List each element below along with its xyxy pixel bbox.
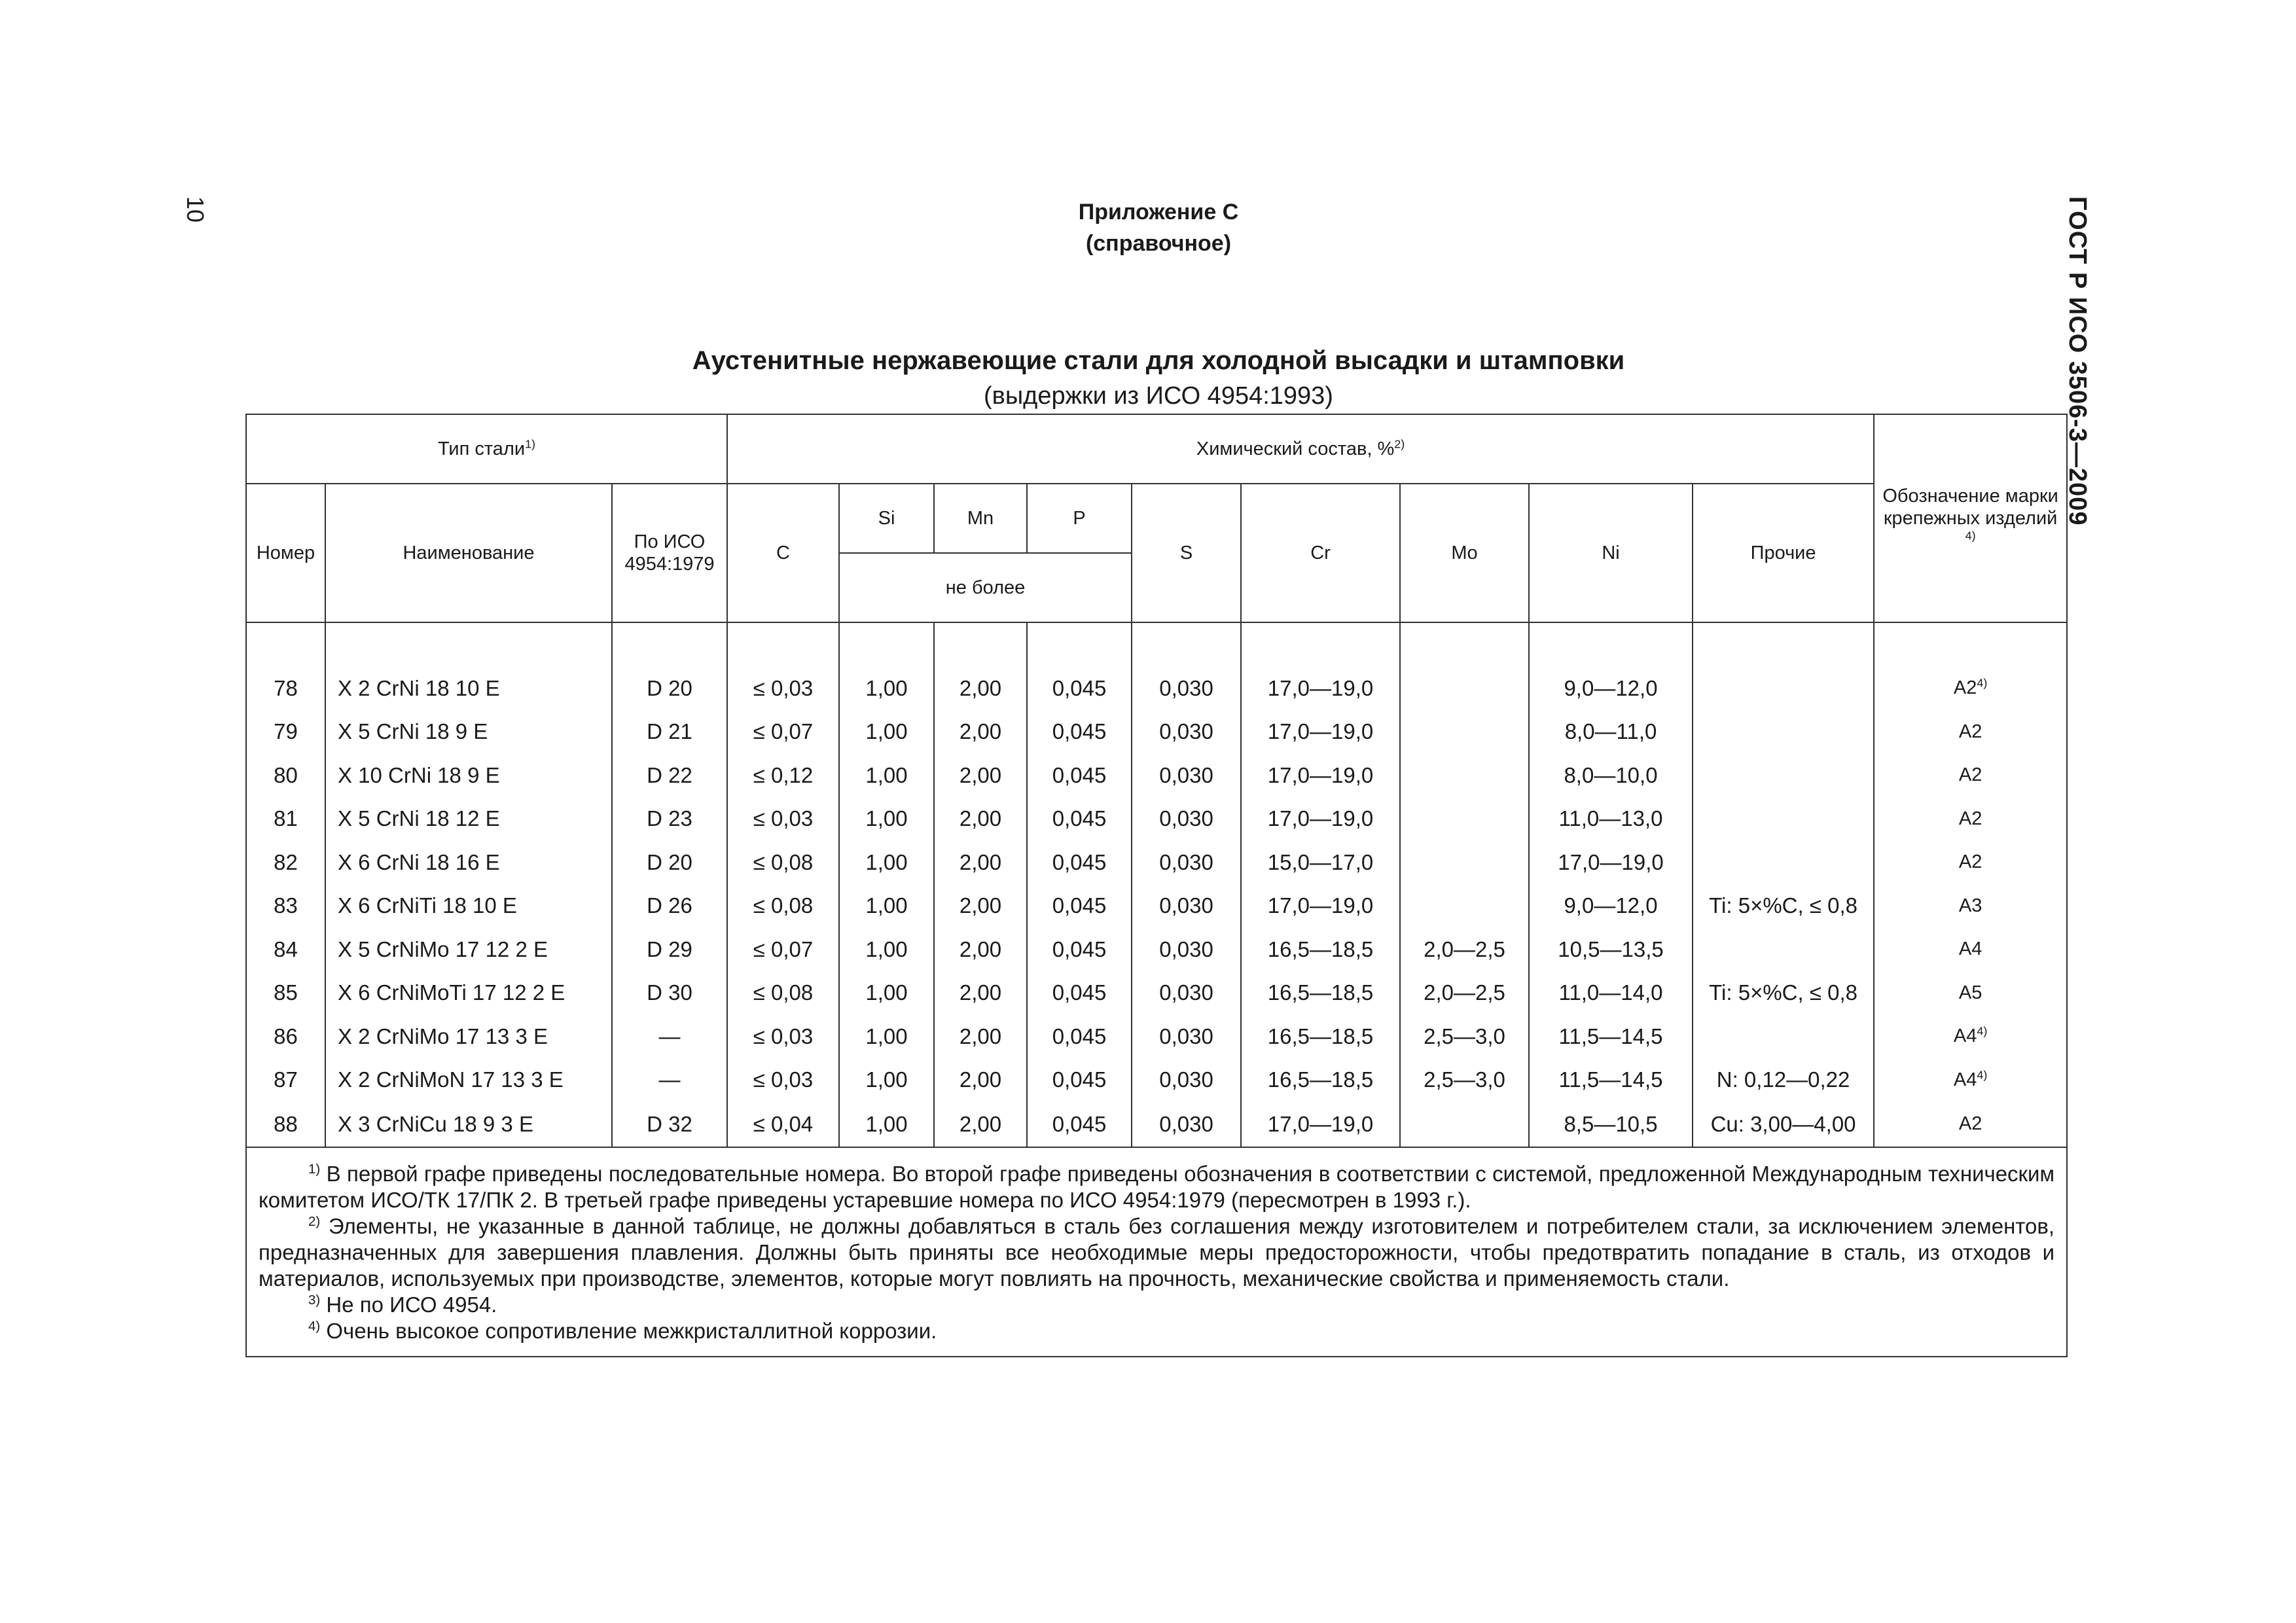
cell-iso: — [612,1058,727,1102]
cell-p: 0,045 [1027,710,1132,754]
header-chemical-composition: Химический состав, %$^{2)}$ [727,414,1874,484]
cell-mark: A2 [1874,1102,2067,1147]
header-gap [246,622,2067,667]
cell-mn: 2,00 [934,1102,1027,1147]
footnote [259,1318,2054,1344]
table-body [246,622,2067,1147]
cell-c: ≤ 0,03 [727,1015,839,1059]
cell-other [1693,797,1874,841]
table-subtitle: (выдержки из ИСО 4954:1993) [984,382,1333,410]
cell-ni: 11,5—14,5 [1529,1058,1693,1102]
cell-si: 1,00 [839,710,934,754]
footnotes-cell [246,1147,2067,1357]
cell-c: ≤ 0,08 [727,841,839,885]
table-row [246,667,2067,711]
footnote-text: Очень высокое сопротивление межкристаллитной коррозии. [326,1318,937,1343]
cell-c: ≤ 0,03 [727,667,839,711]
appendix-heading [949,196,1368,259]
cell-num: 88 [246,1102,325,1147]
header-c: C [727,484,839,622]
footnote-text: В первой графе приведены последовательные номера. Во второй графе приведены обозначения в соответствии с системой, предложенной Международным техническим комитетом ИСО/ТК 17/ПК 2. В третьей графе приведены устаревшие номера по ИСО 4954:1979 (пересмотрен в 1993 г.). [259,1161,2055,1212]
cell-p: 0,045 [1027,928,1132,972]
cell-c: ≤ 0,04 [727,1102,839,1147]
cell-ni: 17,0—19,0 [1529,841,1693,885]
cell-si: 1,00 [839,1102,934,1147]
cell-si: 1,00 [839,797,934,841]
cell-mn: 2,00 [934,928,1027,972]
cell-cr: 17,0—19,0 [1241,754,1400,798]
cell-mn: 2,00 [934,797,1027,841]
header-fastener-mark: Обозначение марки крепежных изделий $^{4)}$ [1874,414,2067,622]
cell-si: 1,00 [839,971,934,1015]
cell-s: 0,030 [1132,971,1241,1015]
cell-ni: 9,0—12,0 [1529,667,1693,711]
cell-iso: D 21 [612,710,727,754]
cell-mn: 2,00 [934,971,1027,1015]
mark-footnote-ref: 4) [1977,1024,1988,1038]
cell-other [1693,1015,1874,1059]
cell-num: 84 [246,928,325,972]
cell-other [1693,841,1874,885]
cell-mark: A3 [1874,884,2067,928]
header-s: S [1132,484,1241,622]
cell-p: 0,045 [1027,667,1132,711]
cell-name: X 2 CrNiMo 17 13 3 E [325,1015,612,1059]
cell-mark: A2 [1874,710,2067,754]
cell-p: 0,045 [1027,1102,1132,1147]
cell-cr: 17,0—19,0 [1241,797,1400,841]
cell-other: N: 0,12—0,22 [1693,1058,1874,1102]
table-row [246,1015,2067,1059]
cell-num: 83 [246,884,325,928]
cell-si: 1,00 [839,1015,934,1059]
cell-s: 0,030 [1132,928,1241,972]
cell-s: 0,030 [1132,1058,1241,1102]
footnote-text: Элементы, не указанные в данной таблице, не должны добавляться в сталь без соглашения между изготовителем и потребителем стали, за исключением элементов, предназначенных для завершения плавления. Должны быть приняты все необходимые меры предосторожности, чтобы предотвратить попадание в сталь, из отходов и материалов, используемых при производстве, элементов, которые могут повлиять на прочность, механические свойства и применяемость стали. [259,1213,2055,1291]
cell-mark: A5 [1874,971,2067,1015]
header-ni: Ni [1529,484,1693,622]
standard-code-header [2064,196,2114,563]
cell-mn: 2,00 [934,667,1027,711]
cell-other: Ti: 5×%C, ≤ 0,8 [1693,971,1874,1015]
cell-si: 1,00 [839,754,934,798]
table-row [246,1058,2067,1102]
cell-cr: 16,5—18,5 [1241,1058,1400,1102]
cell-cr: 17,0—19,0 [1241,1102,1400,1147]
cell-name: X 3 CrNiCu 18 9 3 E [325,1102,612,1147]
cell-ni: 10,5—13,5 [1529,928,1693,972]
cell-cr: 15,0—17,0 [1241,841,1400,885]
cell-c: ≤ 0,07 [727,710,839,754]
header-other: Прочие [1693,484,1874,622]
cell-mo [1400,884,1529,928]
cell-ni: 11,0—14,0 [1529,971,1693,1015]
cell-mo: 2,0—2,5 [1400,928,1529,972]
table-row [246,928,2067,972]
cell-iso: D 20 [612,841,727,885]
cell-num: 80 [246,754,325,798]
cell-mark: A2 [1874,797,2067,841]
cell-c: ≤ 0,07 [727,928,839,972]
table-row [246,754,2067,798]
cell-mn: 2,00 [934,841,1027,885]
cell-mo: 2,0—2,5 [1400,971,1529,1015]
page-number: 10 [182,196,209,223]
appendix-title: Приложение С [1078,200,1239,224]
cell-name: X 5 CrNi 18 12 E [325,797,612,841]
cell-mo [1400,667,1529,711]
cell-name: X 5 CrNiMo 17 12 2 E [325,928,612,972]
cell-p: 0,045 [1027,1058,1132,1102]
cell-cr: 17,0—19,0 [1241,884,1400,928]
cell-p: 0,045 [1027,1015,1132,1059]
cell-iso: D 32 [612,1102,727,1147]
table-row [246,884,2067,928]
cell-ni: 8,0—10,0 [1529,754,1693,798]
cell-num: 82 [246,841,325,885]
appendix-subtitle: (справочное) [1085,231,1232,256]
cell-s: 0,030 [1132,667,1241,711]
cell-s: 0,030 [1132,1102,1241,1147]
cell-cr: 17,0—19,0 [1241,710,1400,754]
table-caption [524,343,1793,414]
header-mo: Mo [1400,484,1529,622]
cell-mark: A4 [1874,928,2067,972]
footnote-marker: 4) [308,1318,321,1334]
steel-table [245,414,2068,1357]
footnote-marker: 2) [308,1213,321,1229]
cell-name: X 5 CrNi 18 9 E [325,710,612,754]
cell-iso: D 26 [612,884,727,928]
header-name: Наименование [325,484,612,622]
cell-c: ≤ 0,08 [727,884,839,928]
cell-cr: 16,5—18,5 [1241,971,1400,1015]
cell-mo [1400,754,1529,798]
header-not-more: не более [839,553,1132,622]
cell-s: 0,030 [1132,797,1241,841]
cell-mo [1400,710,1529,754]
footnote [259,1213,2054,1292]
cell-mo: 2,5—3,0 [1400,1058,1529,1102]
cell-mo [1400,1102,1529,1147]
cell-p: 0,045 [1027,884,1132,928]
cell-name: X 10 CrNi 18 9 E [325,754,612,798]
cell-iso: D 23 [612,797,727,841]
cell-mark: A2$^{4)}$ [1874,667,2067,711]
cell-num: 78 [246,667,325,711]
cell-mn: 2,00 [934,754,1027,798]
header-iso: По ИСО 4954:1979 [612,484,727,622]
cell-other [1693,928,1874,972]
header-mn: Mn [934,484,1027,553]
cell-si: 1,00 [839,1058,934,1102]
cell-ni: 9,0—12,0 [1529,884,1693,928]
cell-name: X 6 CrNiTi 18 10 E [325,884,612,928]
cell-mark: A2 [1874,841,2067,885]
cell-num: 85 [246,971,325,1015]
cell-mn: 2,00 [934,710,1027,754]
footnote-marker: 1) [308,1161,321,1177]
cell-c: ≤ 0,12 [727,754,839,798]
standard-code: ГОСТ Р ИСО 3506-3—2009 [2064,196,2091,526]
cell-num: 81 [246,797,325,841]
cell-ni: 8,0—11,0 [1529,710,1693,754]
cell-si: 1,00 [839,884,934,928]
table-header [246,414,2067,622]
cell-name: X 2 CrNiMoN 17 13 3 E [325,1058,612,1102]
cell-s: 0,030 [1132,841,1241,885]
mark-footnote-ref: 4) [1977,676,1988,690]
cell-p: 0,045 [1027,841,1132,885]
cell-si: 1,00 [839,841,934,885]
footnote [259,1292,2054,1318]
cell-s: 0,030 [1132,884,1241,928]
footnote [259,1161,2054,1213]
cell-ni: 8,5—10,5 [1529,1102,1693,1147]
header-steel-type: Тип стали$^{1)}$ [246,414,727,484]
footnote-text: Не по ИСО 4954. [326,1292,497,1317]
table-title: Аустенитные нержавеющие стали для холодной высадки и штамповки [692,346,1625,375]
cell-c: ≤ 0,03 [727,1058,839,1102]
header-cr: Cr [1241,484,1400,622]
cell-mn: 2,00 [934,1058,1027,1102]
cell-iso: D 22 [612,754,727,798]
table-footnotes [246,1147,2067,1357]
cell-other [1693,667,1874,711]
cell-mn: 2,00 [934,884,1027,928]
cell-s: 0,030 [1132,710,1241,754]
cell-mo: 2,5—3,0 [1400,1015,1529,1059]
cell-num: 87 [246,1058,325,1102]
cell-p: 0,045 [1027,971,1132,1015]
cell-cr: 16,5—18,5 [1241,928,1400,972]
cell-mo [1400,797,1529,841]
cell-ni: 11,0—13,0 [1529,797,1693,841]
cell-name: X 2 CrNi 18 10 E [325,667,612,711]
cell-cr: 17,0—19,0 [1241,667,1400,711]
cell-mo [1400,841,1529,885]
header-number: Номер [246,484,325,622]
cell-iso: D 30 [612,971,727,1015]
cell-name: X 6 CrNiMoTi 17 12 2 E [325,971,612,1015]
footnote-marker: 3) [308,1292,321,1308]
mark-footnote-ref: 4) [1977,1068,1988,1082]
cell-c: ≤ 0,08 [727,971,839,1015]
cell-p: 0,045 [1027,754,1132,798]
cell-ni: 11,5—14,5 [1529,1015,1693,1059]
table-row [246,710,2067,754]
cell-mark: A4$^{4)}$ [1874,1058,2067,1102]
table-row [246,797,2067,841]
cell-s: 0,030 [1132,1015,1241,1059]
cell-si: 1,00 [839,928,934,972]
cell-cr: 16,5—18,5 [1241,1015,1400,1059]
cell-c: ≤ 0,03 [727,797,839,841]
cell-other: Ti: 5×%C, ≤ 0,8 [1693,884,1874,928]
cell-mark: A2 [1874,754,2067,798]
cell-s: 0,030 [1132,754,1241,798]
cell-name: X 6 CrNi 18 16 E [325,841,612,885]
cell-mn: 2,00 [934,1015,1027,1059]
cell-other [1693,754,1874,798]
header-p: P [1027,484,1132,553]
table-row [246,971,2067,1015]
table-row [246,841,2067,885]
cell-other: Cu: 3,00—4,00 [1693,1102,1874,1147]
cell-mark: A4$^{4)}$ [1874,1015,2067,1059]
cell-iso: — [612,1015,727,1059]
cell-iso: D 29 [612,928,727,972]
cell-si: 1,00 [839,667,934,711]
cell-num: 86 [246,1015,325,1059]
header-si: Si [839,484,934,553]
cell-iso: D 20 [612,667,727,711]
cell-p: 0,045 [1027,797,1132,841]
cell-num: 79 [246,710,325,754]
cell-other [1693,710,1874,754]
table-row [246,1102,2067,1147]
